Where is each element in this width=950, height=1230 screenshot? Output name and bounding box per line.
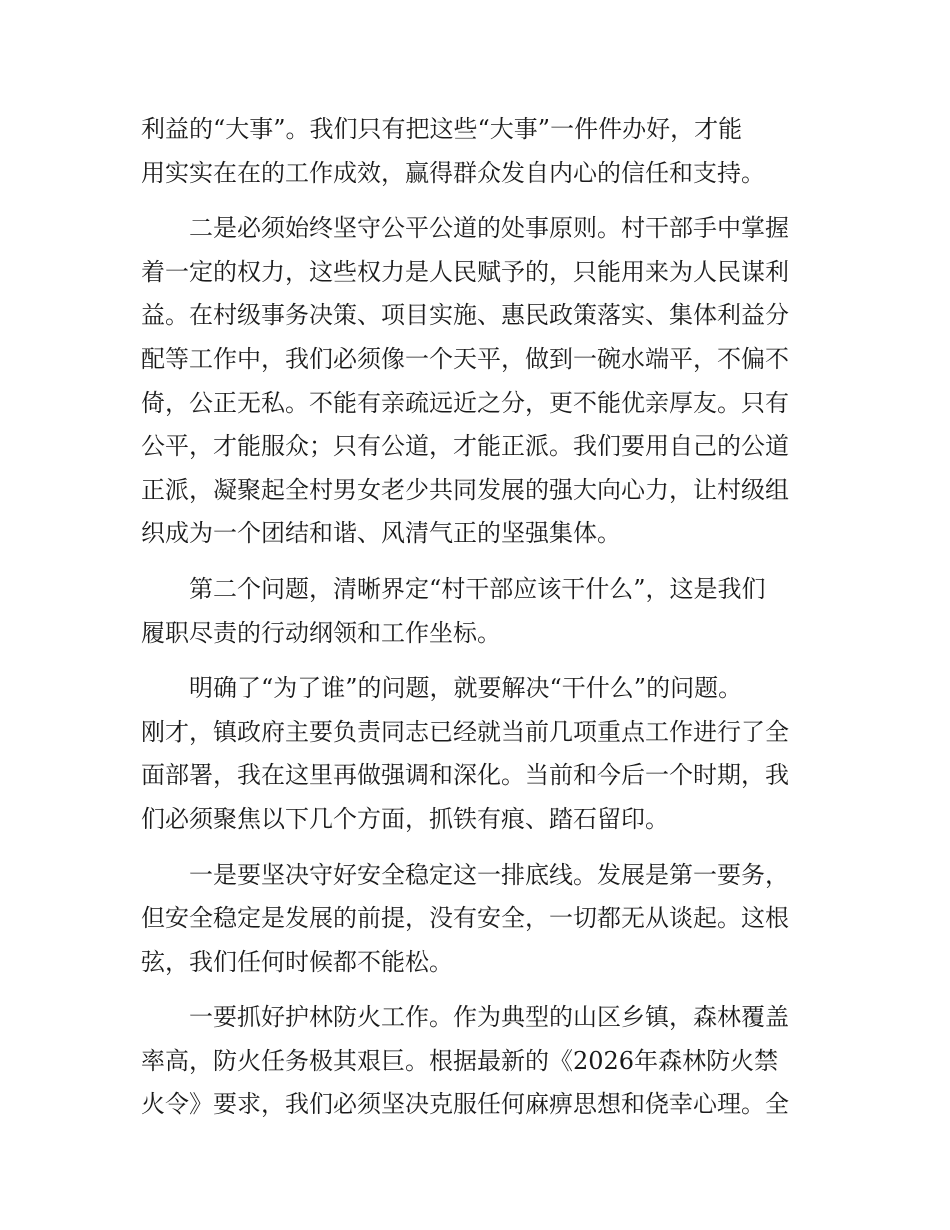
paragraph-4 <box>141 667 811 841</box>
text-line: 率高，防火任务极其艰巨。根据最新的《2026年森林防火禁 <box>141 1046 779 1075</box>
paragraph-6 <box>141 996 811 1127</box>
text-line: 用实实在在的工作成效，赢得群众发自内心的信任和支持。 <box>141 158 765 187</box>
text-line: 们必须聚焦以下几个方面，抓铁有痕、踏石留印。 <box>141 804 669 833</box>
text-line: 刚才，镇政府主要负责同志已经就当前几项重点工作进行了全 <box>141 717 789 746</box>
text-line: 明确了“为了谁”的问题，就要解决“干什么”的问题。 <box>141 674 743 703</box>
paragraph-2 <box>141 207 811 556</box>
paragraph-3 <box>141 568 811 655</box>
text-line: 一要抓好护林防火工作。作为典型的山区乡镇，森林覆盖 <box>141 1003 789 1032</box>
text-line: 弦，我们任何时候都不能松。 <box>141 947 453 976</box>
text-line: 但安全稳定是发展的前提，没有安全，一切都无从谈起。这根 <box>141 904 789 933</box>
text-line: 益。在村级事务决策、项目实施、惠民政策落实、集体利益分 <box>141 301 789 330</box>
text-line: 公平，才能服众；只有公道，才能正派。我们要用自己的公道 <box>141 432 789 461</box>
text-line: 配等工作中，我们必须像一个天平，做到一碗水端平，不偏不 <box>141 344 789 373</box>
text-line: 第二个问题，清晰界定“村干部应该干什么”，这是我们 <box>141 574 766 603</box>
paragraph-5 <box>141 854 811 985</box>
text-line: 一是要坚决守好安全稳定这一排底线。发展是第一要务， <box>141 860 789 889</box>
text-line: 面部署，我在这里再做强调和深化。当前和今后一个时期，我 <box>141 761 789 790</box>
paragraph-1 <box>141 108 811 195</box>
text-line: 织成为一个团结和谐、风清气正的坚强集体。 <box>141 519 621 548</box>
text-line: 履职尽责的行动纲领和工作坐标。 <box>141 618 501 647</box>
document-body <box>141 108 811 1127</box>
text-line: 利益的“大事”。我们只有把这些“大事”一件件办好，才能 <box>141 115 743 143</box>
text-line: 二是必须始终坚守公平公道的处事原则。村干部手中掌握 <box>141 214 789 243</box>
text-line: 倚，公正无私。不能有亲疏远近之分，更不能优亲厚友。只有 <box>141 388 789 417</box>
text-line: 火令》要求，我们必须坚决克服任何麻痹思想和侥幸心理。全 <box>141 1090 789 1119</box>
text-line: 正派，凝聚起全村男女老少共同发展的强大向心力，让村级组 <box>141 475 789 504</box>
text-line: 着一定的权力，这些权力是人民赋予的，只能用来为人民谋利 <box>141 257 789 286</box>
